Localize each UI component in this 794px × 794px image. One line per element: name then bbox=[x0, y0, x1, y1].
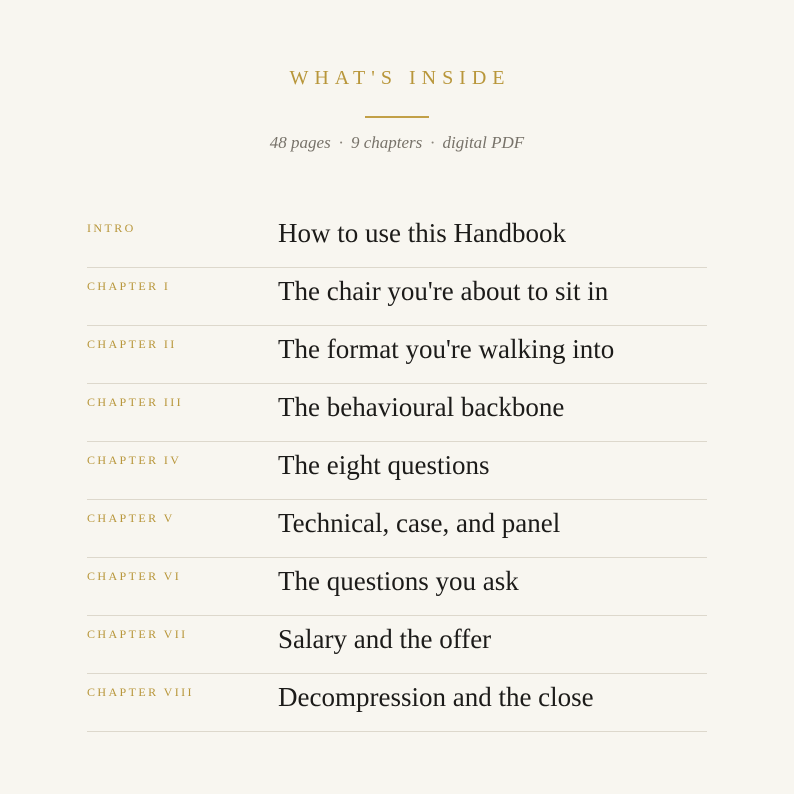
toc-item-label: CHAPTER IV bbox=[87, 453, 182, 467]
toc-item-title: The chair you're about to sit in bbox=[278, 276, 609, 306]
toc-item-title: The questions you ask bbox=[278, 566, 519, 596]
toc-item-title: Technical, case, and panel bbox=[278, 508, 561, 538]
toc-item-chapter-6 bbox=[87, 558, 707, 616]
toc-item-title: The behavioural backbone bbox=[278, 392, 565, 422]
toc-item-chapter-3 bbox=[87, 384, 707, 442]
page-title: WHAT'S INSIDE bbox=[289, 67, 511, 89]
title-divider bbox=[365, 116, 429, 118]
toc-item-label: CHAPTER II bbox=[87, 337, 177, 351]
toc-item-title: Salary and the offer bbox=[278, 624, 492, 654]
meta-separator: · bbox=[430, 133, 435, 152]
toc-item-chapter-8 bbox=[87, 674, 707, 732]
toc-item-chapter-1 bbox=[87, 268, 707, 326]
toc-item-label: CHAPTER III bbox=[87, 395, 184, 409]
toc-item-label: CHAPTER V bbox=[87, 511, 175, 525]
meta-pages: 48 pages bbox=[269, 133, 331, 152]
toc-item-label: CHAPTER I bbox=[87, 279, 171, 293]
toc-item-title: The format you're walking into bbox=[278, 334, 615, 364]
toc-item-intro bbox=[87, 210, 707, 268]
table-of-contents bbox=[87, 210, 707, 732]
meta-format: digital PDF bbox=[442, 133, 525, 152]
toc-item-label: CHAPTER VI bbox=[87, 569, 182, 583]
meta-chapters: 9 chapters bbox=[350, 133, 423, 152]
toc-item-label: CHAPTER VII bbox=[87, 627, 188, 641]
toc-item-title: The eight questions bbox=[278, 450, 490, 480]
toc-item-chapter-7 bbox=[87, 616, 707, 674]
meta-separator: · bbox=[338, 133, 343, 152]
toc-item-chapter-5 bbox=[87, 500, 707, 558]
toc-item-title: How to use this Handbook bbox=[278, 218, 566, 248]
toc-item-chapter-2 bbox=[87, 326, 707, 384]
header bbox=[0, 64, 794, 154]
document-meta bbox=[0, 132, 794, 154]
toc-item-label: INTRO bbox=[87, 221, 136, 235]
toc-item-title: Decompression and the close bbox=[278, 682, 594, 712]
toc-item-chapter-4 bbox=[87, 442, 707, 500]
toc-item-label: CHAPTER VIII bbox=[87, 685, 194, 699]
